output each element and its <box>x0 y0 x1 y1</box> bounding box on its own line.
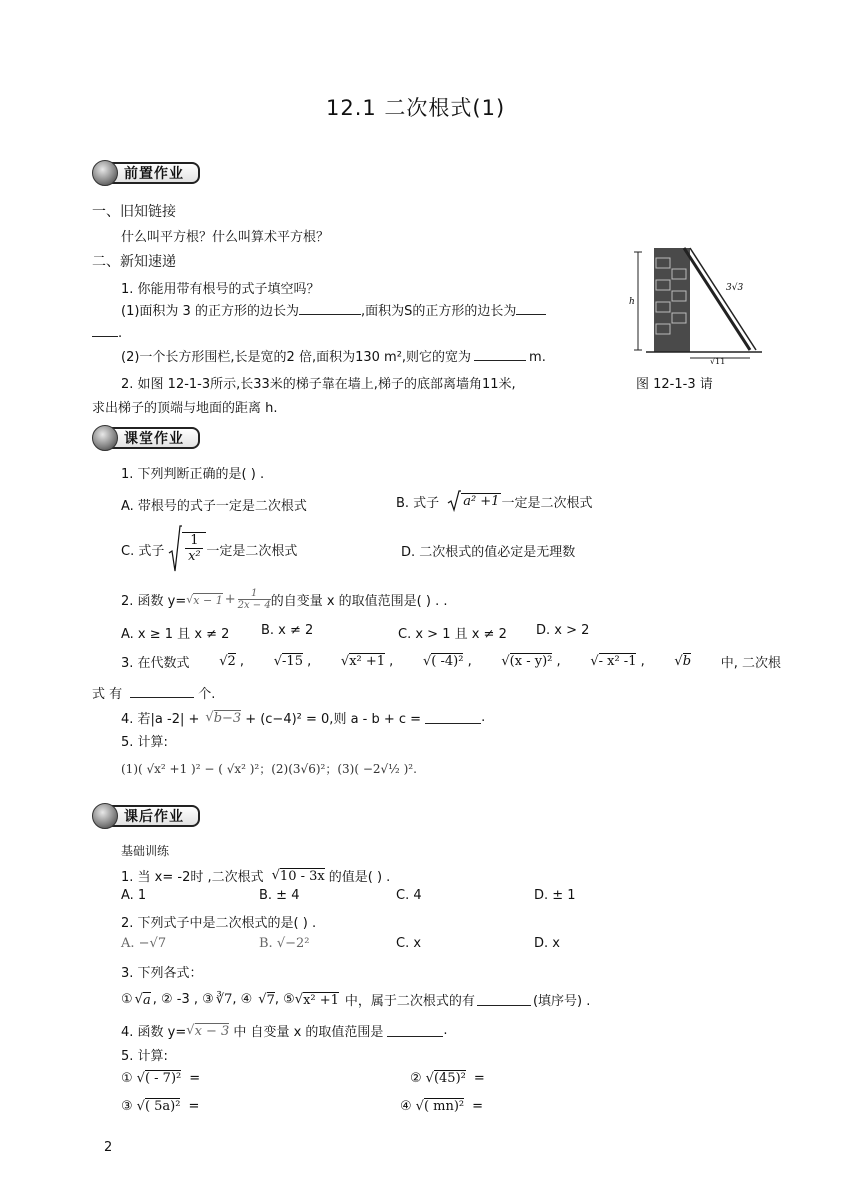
answer-blank[interactable] <box>92 324 118 337</box>
answer-blank[interactable] <box>477 993 531 1006</box>
homework-q2-option-c: C. x <box>396 936 422 951</box>
homework-q5-item-1: ① √ ( - 7)² = <box>121 1070 201 1086</box>
pre-question-1b: (2)一个长方形围栏,长是宽的2 倍,面积为130 m²,则它的宽为 m. <box>121 350 546 365</box>
class-question-5: 5. 计算: <box>121 735 168 750</box>
class-question-3-cont: 式 有 个. <box>92 687 216 702</box>
homework-q1-option-a: A. 1 <box>121 888 147 903</box>
class-q2-option-b: B. x ≠ 2 <box>261 623 314 638</box>
class-question-5-expr: (1)( √x² +1 )² − ( √x² )²；(2)(3√6)²；(3)( −2√½ )². <box>121 762 417 776</box>
figure-label-h: h <box>629 297 635 307</box>
homework-q2-option-a: A. −√7 <box>121 936 167 951</box>
homework-question-1: 1. 当 x= -2时 ,二次根式 √ 10 - 3x 的值是( ) . <box>121 868 391 885</box>
class-q2-option-a: A. x ≥ 1 且 x ≠ 2 <box>121 627 230 642</box>
class-q1-option-d: D. 二次根式的值必定是无理数 <box>401 545 576 560</box>
pre-question-1: 1. 你能用带有根号的式子填空吗？ <box>121 282 320 297</box>
class-question-4: 4. 若|a -2| + √ b−3 + (c−4)² = 0,则 a - b + c = . <box>121 710 486 727</box>
section-heading-new: 二、新知速递 <box>92 254 176 270</box>
banner-label: 课堂作业 <box>110 427 200 449</box>
answer-blank[interactable] <box>299 302 361 315</box>
homework-subheading: 基础训练 <box>121 844 170 858</box>
homework-q2-option-d: D. x <box>534 936 560 951</box>
homework-question-3-items: ① √ a , ② -3 , ③ ∛7 , ④ √ 7 , ⑤ √ x² +1 中，属于二次根式的有 (填序号) . <box>121 992 591 1009</box>
banner-label: 课后作业 <box>110 805 200 827</box>
section-heading-old: 一、旧知链接 <box>92 204 176 220</box>
class-q2-option-c: C. x > 1 且 x ≠ 2 <box>398 627 507 642</box>
page-number: 2 <box>104 1140 113 1155</box>
homework-question-4: 4. 函数 y= √ x − 3 中 自变量 x 的取值范围是 . <box>121 1023 448 1040</box>
figure-label-ladder: 3√3 <box>726 283 744 293</box>
question-old: 什么叫平方根？什么叫算术平方根？ <box>121 230 330 245</box>
pre-question-1a-cont: . <box>92 324 122 341</box>
fraction: 1 x² <box>182 532 206 564</box>
figure-label-base: √11 <box>710 357 726 364</box>
homework-q5-item-2: ② √ (45)² = <box>410 1070 485 1086</box>
homework-q1-option-b: B. ± 4 <box>259 888 300 903</box>
section-banner-pre <box>92 160 200 186</box>
section-banner-after <box>92 803 200 829</box>
answer-blank[interactable] <box>387 1024 443 1037</box>
homework-question-3: 3. 下列各式： <box>121 966 203 981</box>
banner-badge-icon <box>92 160 118 186</box>
answer-blank[interactable] <box>516 302 546 315</box>
answer-blank[interactable] <box>130 685 194 698</box>
homework-question-2: 2. 下列式子中是二次根式的是( ) . <box>121 916 317 931</box>
banner-label: 前置作业 <box>110 162 200 184</box>
class-q1-option-a: A. 带根号的式子一定是二次根式 <box>121 499 307 514</box>
answer-blank[interactable] <box>425 711 481 724</box>
homework-q5-item-4: ④ √ ( mn)² = <box>400 1098 484 1114</box>
figure-caption: 图 12-1-3 请 <box>636 377 713 392</box>
radical-sign-icon <box>447 490 461 512</box>
section-banner-class <box>92 425 200 451</box>
pre-question-1a: (1)面积为 3 的正方形的边长为 ,面积为S的正方形的边长为 <box>121 300 546 319</box>
class-q2-option-d: D. x > 2 <box>536 623 590 638</box>
class-q1-option-c: C. 式子 1 x² 一定是二次根式 <box>121 525 297 573</box>
homework-q1-option-d: D. ± 1 <box>534 888 576 903</box>
page-title: 12.1 二次根式(1) <box>326 96 506 120</box>
banner-badge-icon <box>92 425 118 451</box>
pre-question-2-line1: 2. 如图 12-1-3所示,长33米的梯子靠在墙上,梯子的底部离墙角11米, <box>121 377 516 392</box>
answer-blank[interactable] <box>474 348 526 361</box>
banner-badge-icon <box>92 803 118 829</box>
homework-question-5: 5. 计算: <box>121 1049 168 1064</box>
fraction: $\frac{1}{2x - 4}$ <box>237 588 271 611</box>
class-question-3: 3. 在代数式 √2 , √-15 , √x² +1 , √( -4)² , √(x - y)² , √- x² -1 , √b 中, 二次根 <box>121 654 781 671</box>
class-question-2: 2. 函数 y= √ x − 1 + $\frac{1}{2x - 4}$ 的自变量 x 的取值范围是( ) . . <box>121 588 448 611</box>
pre-question-2-line2: 求出梯子的顶端与地面的距离 h. <box>92 401 278 416</box>
homework-q1-option-c: C. 4 <box>396 888 422 903</box>
class-question-1: 1. 下列判断正确的是( ) . <box>121 467 265 482</box>
homework-q5-item-3: ③ √ ( 5a)² = <box>121 1098 200 1114</box>
homework-q2-option-b: B. √−2² <box>259 936 310 951</box>
ladder-figure <box>626 244 766 364</box>
radical-sign-icon <box>168 525 182 573</box>
class-q1-option-b: B. 式子 a² +1 一定是二次根式 <box>396 490 592 512</box>
